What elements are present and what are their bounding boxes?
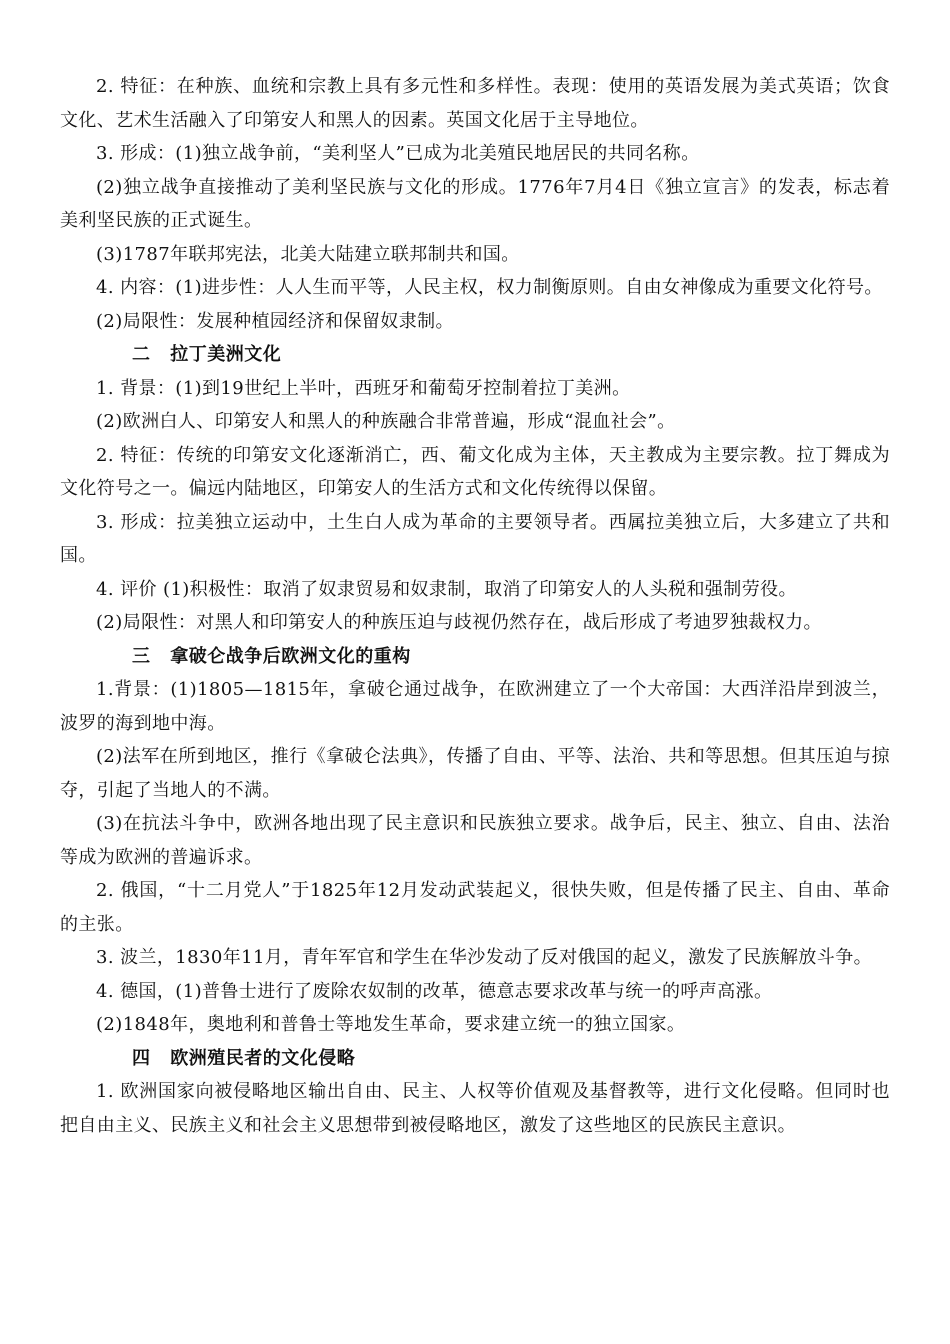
paragraph-latin-background-1: 1. 背景：(1)到19世纪上半叶，西班牙和葡萄牙控制着拉丁美洲。 — [96, 377, 631, 399]
paragraph-latin-evaluation-1: 4. 评价 (1)积极性：取消了奴隶贸易和奴隶制，取消了印第安人的人头税和强制劳役。 — [96, 578, 797, 600]
paragraph-latin-evaluation-2: (2)局限性：对黑人和印第安人的种族压迫与歧视仍然存在，战后形成了考迪罗独裁权力。 — [96, 612, 822, 633]
paragraph-germany-1: 4. 德国，(1)普鲁士进行了废除农奴制的改革，德意志要求改革与统一的呼声高涨。 — [96, 980, 773, 1002]
section-title: 拿破仑战争后欧洲文化的重构 — [170, 645, 411, 667]
paragraph-latin-formation: 3. 形成：拉美独立运动中，土生白人成为革命的主要领导者。西属拉美独立后，大多建立了共和国。 — [60, 511, 890, 566]
paragraph-russia: 2. 俄国，“十二月党人”于1825年12月发动武装起义，很快失败，但是传播了民主、自由、革命的主张。 — [60, 880, 890, 935]
document-page — [0, 70, 950, 1142]
paragraph-colonial-aggression: 1. 欧洲国家向被侵略地区输出自由、民主、人权等价值观及基督教等，进行文化侵略。但同时也把自由主义、民族主义和社会主义思想带到被侵略地区，激发了这些地区的民族民主意识。 — [60, 1081, 890, 1136]
paragraph-american-content-2: (2)局限性：发展种植园经济和保留奴隶制。 — [96, 310, 454, 332]
section-heading-latin-america — [60, 338, 890, 372]
paragraph-napoleon-background-1: 1.背景：(1)1805—1815年，拿破仑通过战争，在欧洲建立了一个大帝国：大西洋沿岸到波兰，波罗的海到地中海。 — [60, 679, 890, 734]
section-title: 欧洲殖民者的文化侵略 — [170, 1047, 356, 1069]
paragraph-poland: 3. 波兰，1830年11月，青年军官和学生在华沙发动了反对俄国的起义，激发了民族解放斗争。 — [96, 947, 873, 968]
paragraph-napoleon-background-2: (2)法军在所到地区，推行《拿破仑法典》，传播了自由、平等、法治、共和等思想。但其压迫与掠夺，引起了当地人的不满。 — [60, 746, 890, 801]
paragraph-american-formation-3: (3)1787年联邦宪法，北美大陆建立联邦制共和国。 — [96, 243, 520, 265]
section-heading-napoleon — [60, 640, 890, 674]
paragraph-american-formation-2: (2)独立战争直接推动了美利坚民族与文化的形成。1776年7月4日《独立宣言》的发表，标志着美利坚民族的正式诞生。 — [60, 176, 890, 231]
section-number: 三 — [132, 645, 151, 667]
section-title: 拉丁美洲文化 — [170, 344, 282, 365]
paragraph-latin-background-2: (2)欧洲白人、印第安人和黑人的种族融合非常普遍，形成“混血社会”。 — [96, 411, 676, 432]
paragraph-napoleon-background-3: (3)在抗法斗争中，欧洲各地出现了民主意识和民族独立要求。战争后，民主、独立、自由、法治等成为欧洲的普遍诉求。 — [60, 813, 890, 868]
paragraph-germany-2: (2)1848年，奥地利和普鲁士等地发生革命，要求建立统一的独立国家。 — [96, 1014, 686, 1035]
paragraph-american-features: 2. 特征：在种族、血统和宗教上具有多元性和多样性。表现：使用的英语发展为美式英语；饮食文化、艺术生活融入了印第安人和黑人的因素。英国文化居于主导地位。 — [60, 76, 890, 131]
section-number: 四 — [132, 1047, 151, 1069]
section-heading-colonial-aggression — [60, 1042, 890, 1076]
paragraph-latin-features: 2. 特征：传统的印第安文化逐渐消亡，西、葡文化成为主体，天主教成为主要宗教。拉丁舞成为文化符号之一。偏远内陆地区，印第安人的生活方式和文化传统得以保留。 — [60, 444, 890, 499]
paragraph-american-content-1: 4. 内容：(1)进步性：人人生而平等，人民主权，权力制衡原则。自由女神像成为重要文化符号。 — [96, 277, 883, 298]
paragraph-american-formation-1: 3. 形成：(1)独立战争前，“美利坚人”已成为北美殖民地居民的共同名称。 — [96, 143, 700, 164]
section-number: 二 — [132, 344, 151, 365]
